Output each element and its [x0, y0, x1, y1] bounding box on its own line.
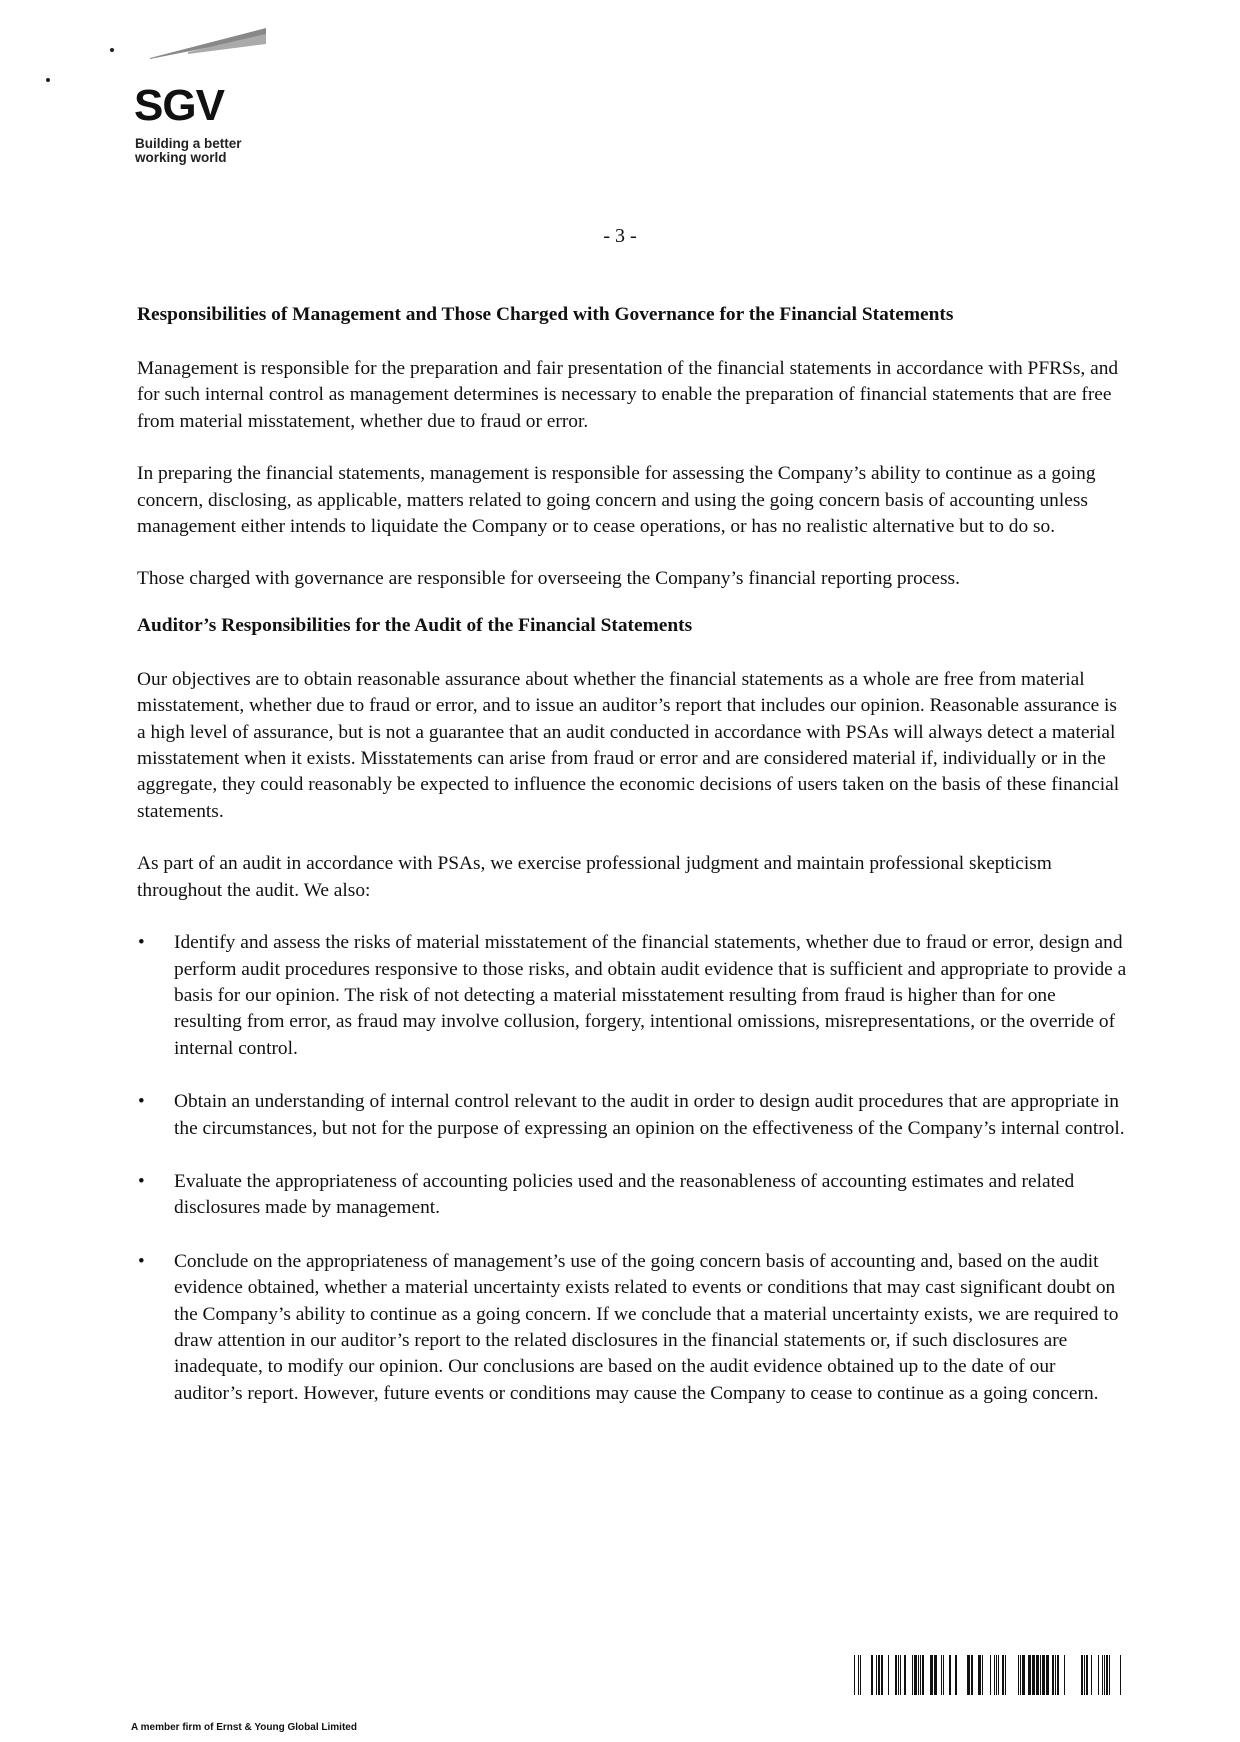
list-item-text: Identify and assess the risks of material misstatement of the financial statements, whether due to fraud or error, design and perform audit procedures responsive to those risks, and obtain audit evidence that is sufficient and appropriate to provide a basis for our opinion. The risk of not detecting a material misstatement resulting from fraud is higher than for one resulting from error, as fraud may involve collusion, forgery, intentional omissions, misrepresentations, or the override of internal control. — [174, 932, 1127, 1059]
paragraph: In preparing the financial statements, management is responsible for assessing the Company’s ability to continue as a going concern, disclosing, as applicable, matters related to going concern and using the going concern basis of accounting unless management either intends to liquidate the Company or to cease operations, or has no realistic alternative but to do so. — [137, 463, 1096, 538]
paragraph: Our objectives are to obtain reasonable assurance about whether the financial statements as a whole are free from material misstatement, whether due to fraud or error, and to issue an auditor’s report that includes our opinion. Reasonable assurance is a high level of assurance, but is not a guarantee that an audit conducted in accordance with PSAs will always detect a material misstatement when it exists. Misstatements can arise from fraud or error and are considered material if, individually or in the aggregate, they could reasonably be expected to influence the economic decisions of users taken on the basis of these financial statements. — [137, 668, 1120, 822]
scan-mark — [46, 78, 50, 82]
paragraph: As part of an audit in accordance with PSAs, we exercise professional judgment and maintain professional skepticism throughout the audit. We also: — [137, 853, 1052, 901]
list-item-text: Evaluate the appropriateness of accounting policies used and the reasonableness of accounting estimates and related disclosures made by management. — [174, 1170, 1075, 1219]
bullet-icon: • — [138, 932, 145, 954]
list-item-text: Conclude on the appropriateness of management’s use of the going concern basis of accounting and, based on the audit evidence obtained, whether a material uncertainty exists related to events or conditions that may cast significant doubt on the Company’s ability to continue as a going concern. If we conclude that a material uncertainty exists, we are required to draw attention in our auditor’s report to the related disclosures in the financial statements or, if such disclosures are inadequate, to modify our opinion. Our conclusions are based on the audit evidence obtained up to the date of our auditor’s report. However, future events or conditions may cause the Company to cease to continue as a going concern. — [174, 1250, 1119, 1404]
logo-beam-icon — [148, 24, 268, 60]
bullet-icon: • — [138, 1250, 145, 1272]
section-heading-auditor: Auditor’s Responsibilities for the Audit of the Financial Statements — [137, 614, 693, 636]
scan-mark — [110, 48, 114, 52]
barcode-icon — [854, 1655, 1124, 1695]
bullet-icon: • — [138, 1170, 145, 1192]
report-body — [137, 302, 1127, 1434]
list-item — [137, 930, 1127, 1062]
company-logo: SGV — [134, 81, 224, 130]
section-heading-management: Responsibilities of Management and Those Charged with Governance for the Financial Statements — [137, 304, 954, 325]
logo-tagline — [135, 137, 295, 165]
paragraph: Those charged with governance are responsible for overseeing the Company’s financial reporting process. — [137, 568, 960, 590]
tagline-line-1: Building a better — [135, 136, 242, 151]
tagline-line-2: working world — [135, 150, 227, 165]
page-number: - 3 - — [603, 225, 637, 247]
list-item — [137, 1249, 1127, 1407]
list-item — [137, 1089, 1127, 1142]
bullet-icon: • — [138, 1091, 145, 1113]
list-item-text: Obtain an understanding of internal control relevant to the audit in order to design audit procedures that are appropriate in the circumstances, but not for the purpose of expressing an opinion on the effectiveness of the Company’s internal control. — [174, 1091, 1125, 1139]
procedures-list — [137, 930, 1127, 1407]
paragraph: Management is responsible for the preparation and fair presentation of the financial statements in accordance with PFRSs, and for such internal control as management determines is necessary to enable the preparation of financial statements that are free from material misstatement, whether due to fraud or error. — [137, 358, 1119, 432]
footer-member-text: A member firm of Ernst & Young Global Limited — [131, 1722, 357, 1733]
list-item — [137, 1169, 1127, 1222]
